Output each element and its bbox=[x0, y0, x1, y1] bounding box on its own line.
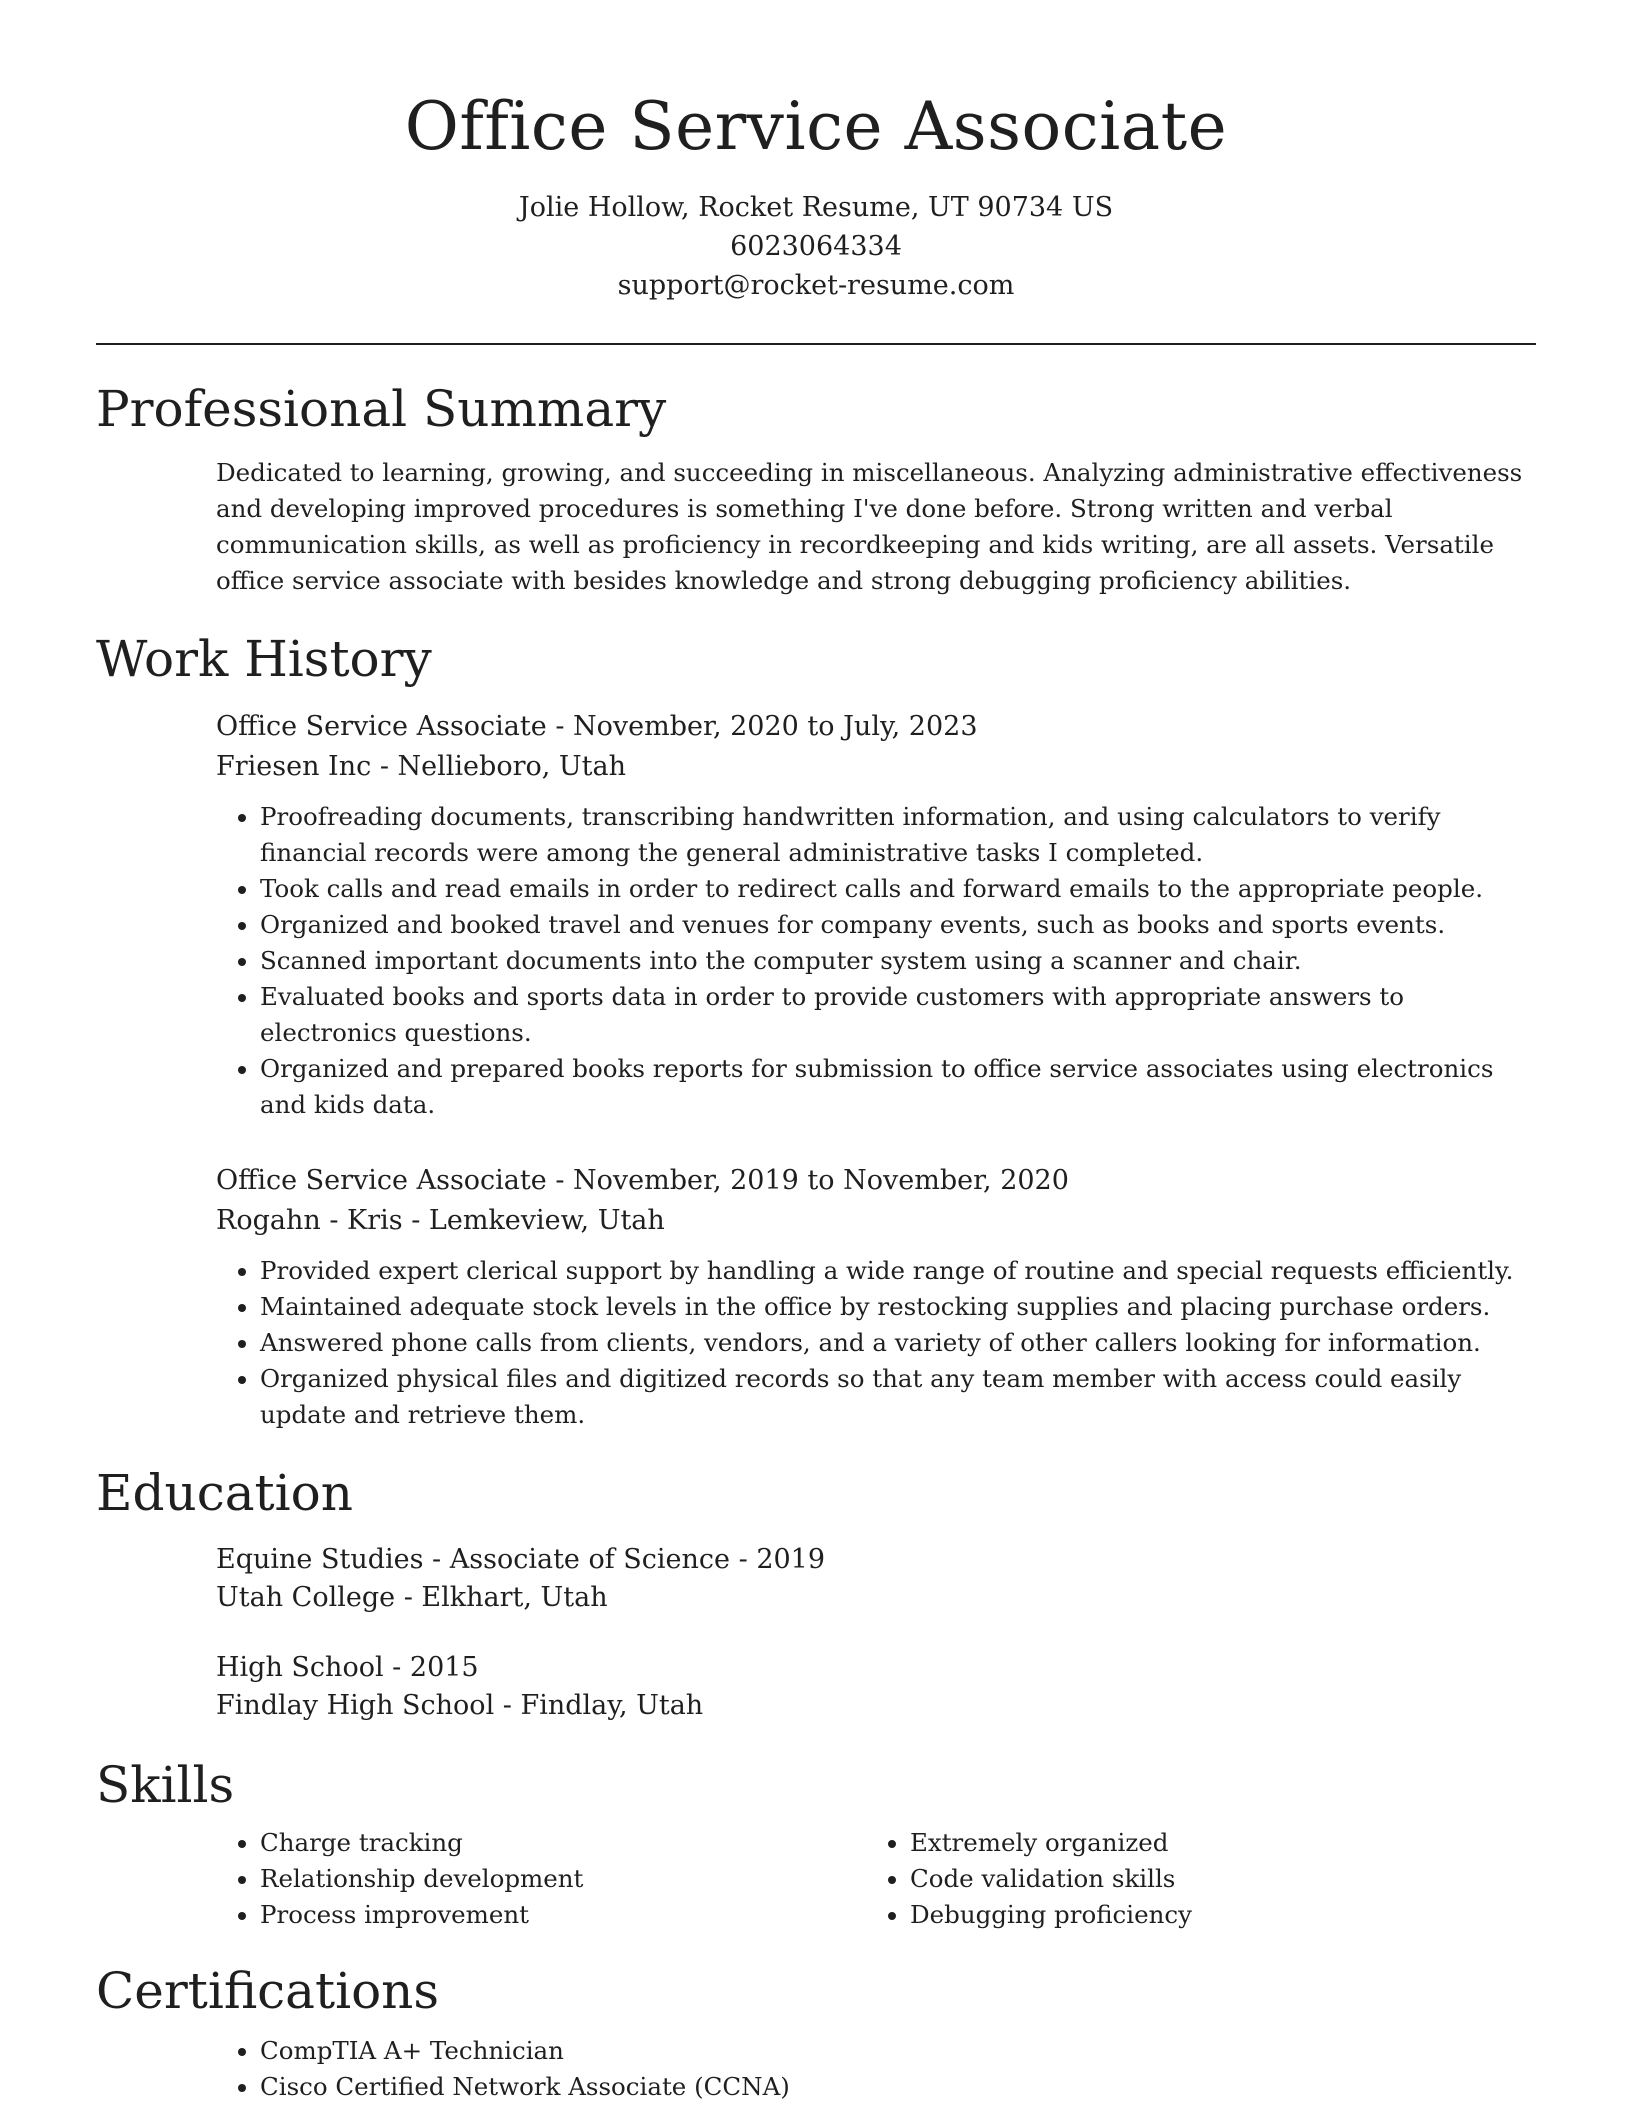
page-title: Office Service Associate bbox=[404, 88, 1228, 165]
education-school: Findlay High School bbox=[216, 1690, 495, 1721]
contact-phone: 6023064334 bbox=[730, 231, 902, 262]
job-entry bbox=[216, 1161, 1536, 1433]
job-dates: November, 2019 to November, 2020 bbox=[573, 1165, 1069, 1196]
separator: - bbox=[402, 1205, 429, 1236]
skills-column-right bbox=[866, 1825, 1516, 1933]
certifications-heading: Certifications bbox=[96, 1962, 440, 2020]
job-location: Lemkeview, Utah bbox=[428, 1205, 665, 1236]
summary-heading: Professional Summary bbox=[96, 380, 667, 438]
header-divider bbox=[96, 343, 1536, 345]
education-degree: Equine Studies - Associate of Science bbox=[216, 1544, 731, 1575]
certification-item: • Cisco Certified Network Associate (CCNA) bbox=[260, 2069, 1536, 2105]
separator: - bbox=[371, 751, 398, 782]
education-degree-line bbox=[216, 1541, 1536, 1579]
job-role: Office Service Associate bbox=[216, 711, 547, 742]
resume-page bbox=[96, 0, 1536, 2105]
job-bullet-list bbox=[216, 799, 1536, 1123]
skills-list bbox=[866, 1825, 1516, 1933]
summary-text: Dedicated to learning, growing, and succeeding in miscellaneous. Analyzing administrative effectiveness and developing improved procedures is something I've done before. Strong written and verbal communication skills, as well as proficiency in recordkeeping and kids writing, are all assets. Versatile office service associate with besides knowledge and strong debugging proficiency abilities. bbox=[216, 458, 1523, 595]
list-item: • Maintained adequate stock levels in the office by restocking supplies and placing purchase orders. bbox=[260, 1289, 1536, 1325]
separator: - bbox=[546, 1165, 574, 1196]
skill-item: • Debugging proficiency bbox=[910, 1897, 1516, 1933]
list-item: • Took calls and read emails in order to redirect calls and forward emails to the appropriate people. bbox=[260, 871, 1536, 907]
job-entry bbox=[216, 707, 1536, 1123]
list-item: • Organized and booked travel and venues for company events, such as books and sports events. bbox=[260, 907, 1536, 943]
separator: - bbox=[395, 1582, 422, 1613]
separator: - bbox=[383, 1652, 410, 1683]
skills-heading: Skills bbox=[96, 1756, 235, 1814]
separator: - bbox=[730, 1544, 757, 1575]
education-entry bbox=[216, 1541, 1536, 1617]
skill-item: • Process improvement bbox=[260, 1897, 866, 1933]
job-dates: November, 2020 to July, 2023 bbox=[573, 711, 978, 742]
list-item: • Scanned important documents into the computer system using a scanner and chair. bbox=[260, 943, 1536, 979]
education-school-line bbox=[216, 1687, 1536, 1725]
list-item: • Organized and prepared books reports for submission to office service associates using electronics and kids data. bbox=[260, 1051, 1536, 1123]
skill-item: • Relationship development bbox=[260, 1861, 866, 1897]
contact-email: support@rocket-resume.com bbox=[617, 270, 1015, 301]
education-location: Elkhart, Utah bbox=[421, 1582, 608, 1613]
job-title-line bbox=[216, 707, 1536, 747]
education-year: 2019 bbox=[756, 1544, 826, 1575]
skills-list bbox=[216, 1825, 866, 1933]
job-bullet-list bbox=[216, 1253, 1536, 1433]
education-school-line bbox=[216, 1579, 1536, 1617]
skills-column-left bbox=[216, 1825, 866, 1933]
skills-grid bbox=[216, 1825, 1536, 1933]
list-item: • Evaluated books and sports data in order to provide customers with appropriate answers to electronics questions. bbox=[260, 979, 1536, 1051]
skill-item: • Charge tracking bbox=[260, 1825, 866, 1861]
skill-item: • Code validation skills bbox=[910, 1861, 1516, 1897]
job-location: Nellieboro, Utah bbox=[397, 751, 626, 782]
certification-item: • CompTIA A+ Technician bbox=[260, 2033, 1536, 2069]
list-item: • Proofreading documents, transcribing handwritten information, and using calculators to verify financial records were among the general administrative tasks I completed. bbox=[260, 799, 1536, 871]
contact-address: Jolie Hollow, Rocket Resume, UT 90734 US bbox=[518, 192, 1114, 223]
certifications-list bbox=[216, 2033, 1536, 2105]
separator: - bbox=[494, 1690, 521, 1721]
job-company-line bbox=[216, 1201, 1536, 1241]
education-degree: High School bbox=[216, 1652, 384, 1683]
education-heading: Education bbox=[96, 1464, 353, 1522]
job-role: Office Service Associate bbox=[216, 1165, 547, 1196]
job-company-line bbox=[216, 747, 1536, 787]
resume-header bbox=[96, 0, 1536, 305]
education-degree-line bbox=[216, 1649, 1536, 1687]
job-company: Friesen Inc bbox=[216, 751, 372, 782]
education-entry bbox=[216, 1649, 1536, 1725]
separator: - bbox=[546, 711, 574, 742]
work-history-heading: Work History bbox=[96, 630, 432, 688]
job-company: Rogahn - Kris bbox=[216, 1205, 403, 1236]
list-item: • Answered phone calls from clients, vendors, and a variety of other callers looking for information. bbox=[260, 1325, 1536, 1361]
list-item: • Provided expert clerical support by handling a wide range of routine and special requests efficiently. bbox=[260, 1253, 1536, 1289]
education-year: 2015 bbox=[409, 1652, 479, 1683]
skill-item: • Extremely organized bbox=[910, 1825, 1516, 1861]
education-school: Utah College bbox=[216, 1582, 396, 1613]
list-item: • Organized physical files and digitized records so that any team member with access could easily update and retrieve them. bbox=[260, 1361, 1536, 1433]
job-title-line bbox=[216, 1161, 1536, 1201]
education-location: Findlay, Utah bbox=[520, 1690, 704, 1721]
